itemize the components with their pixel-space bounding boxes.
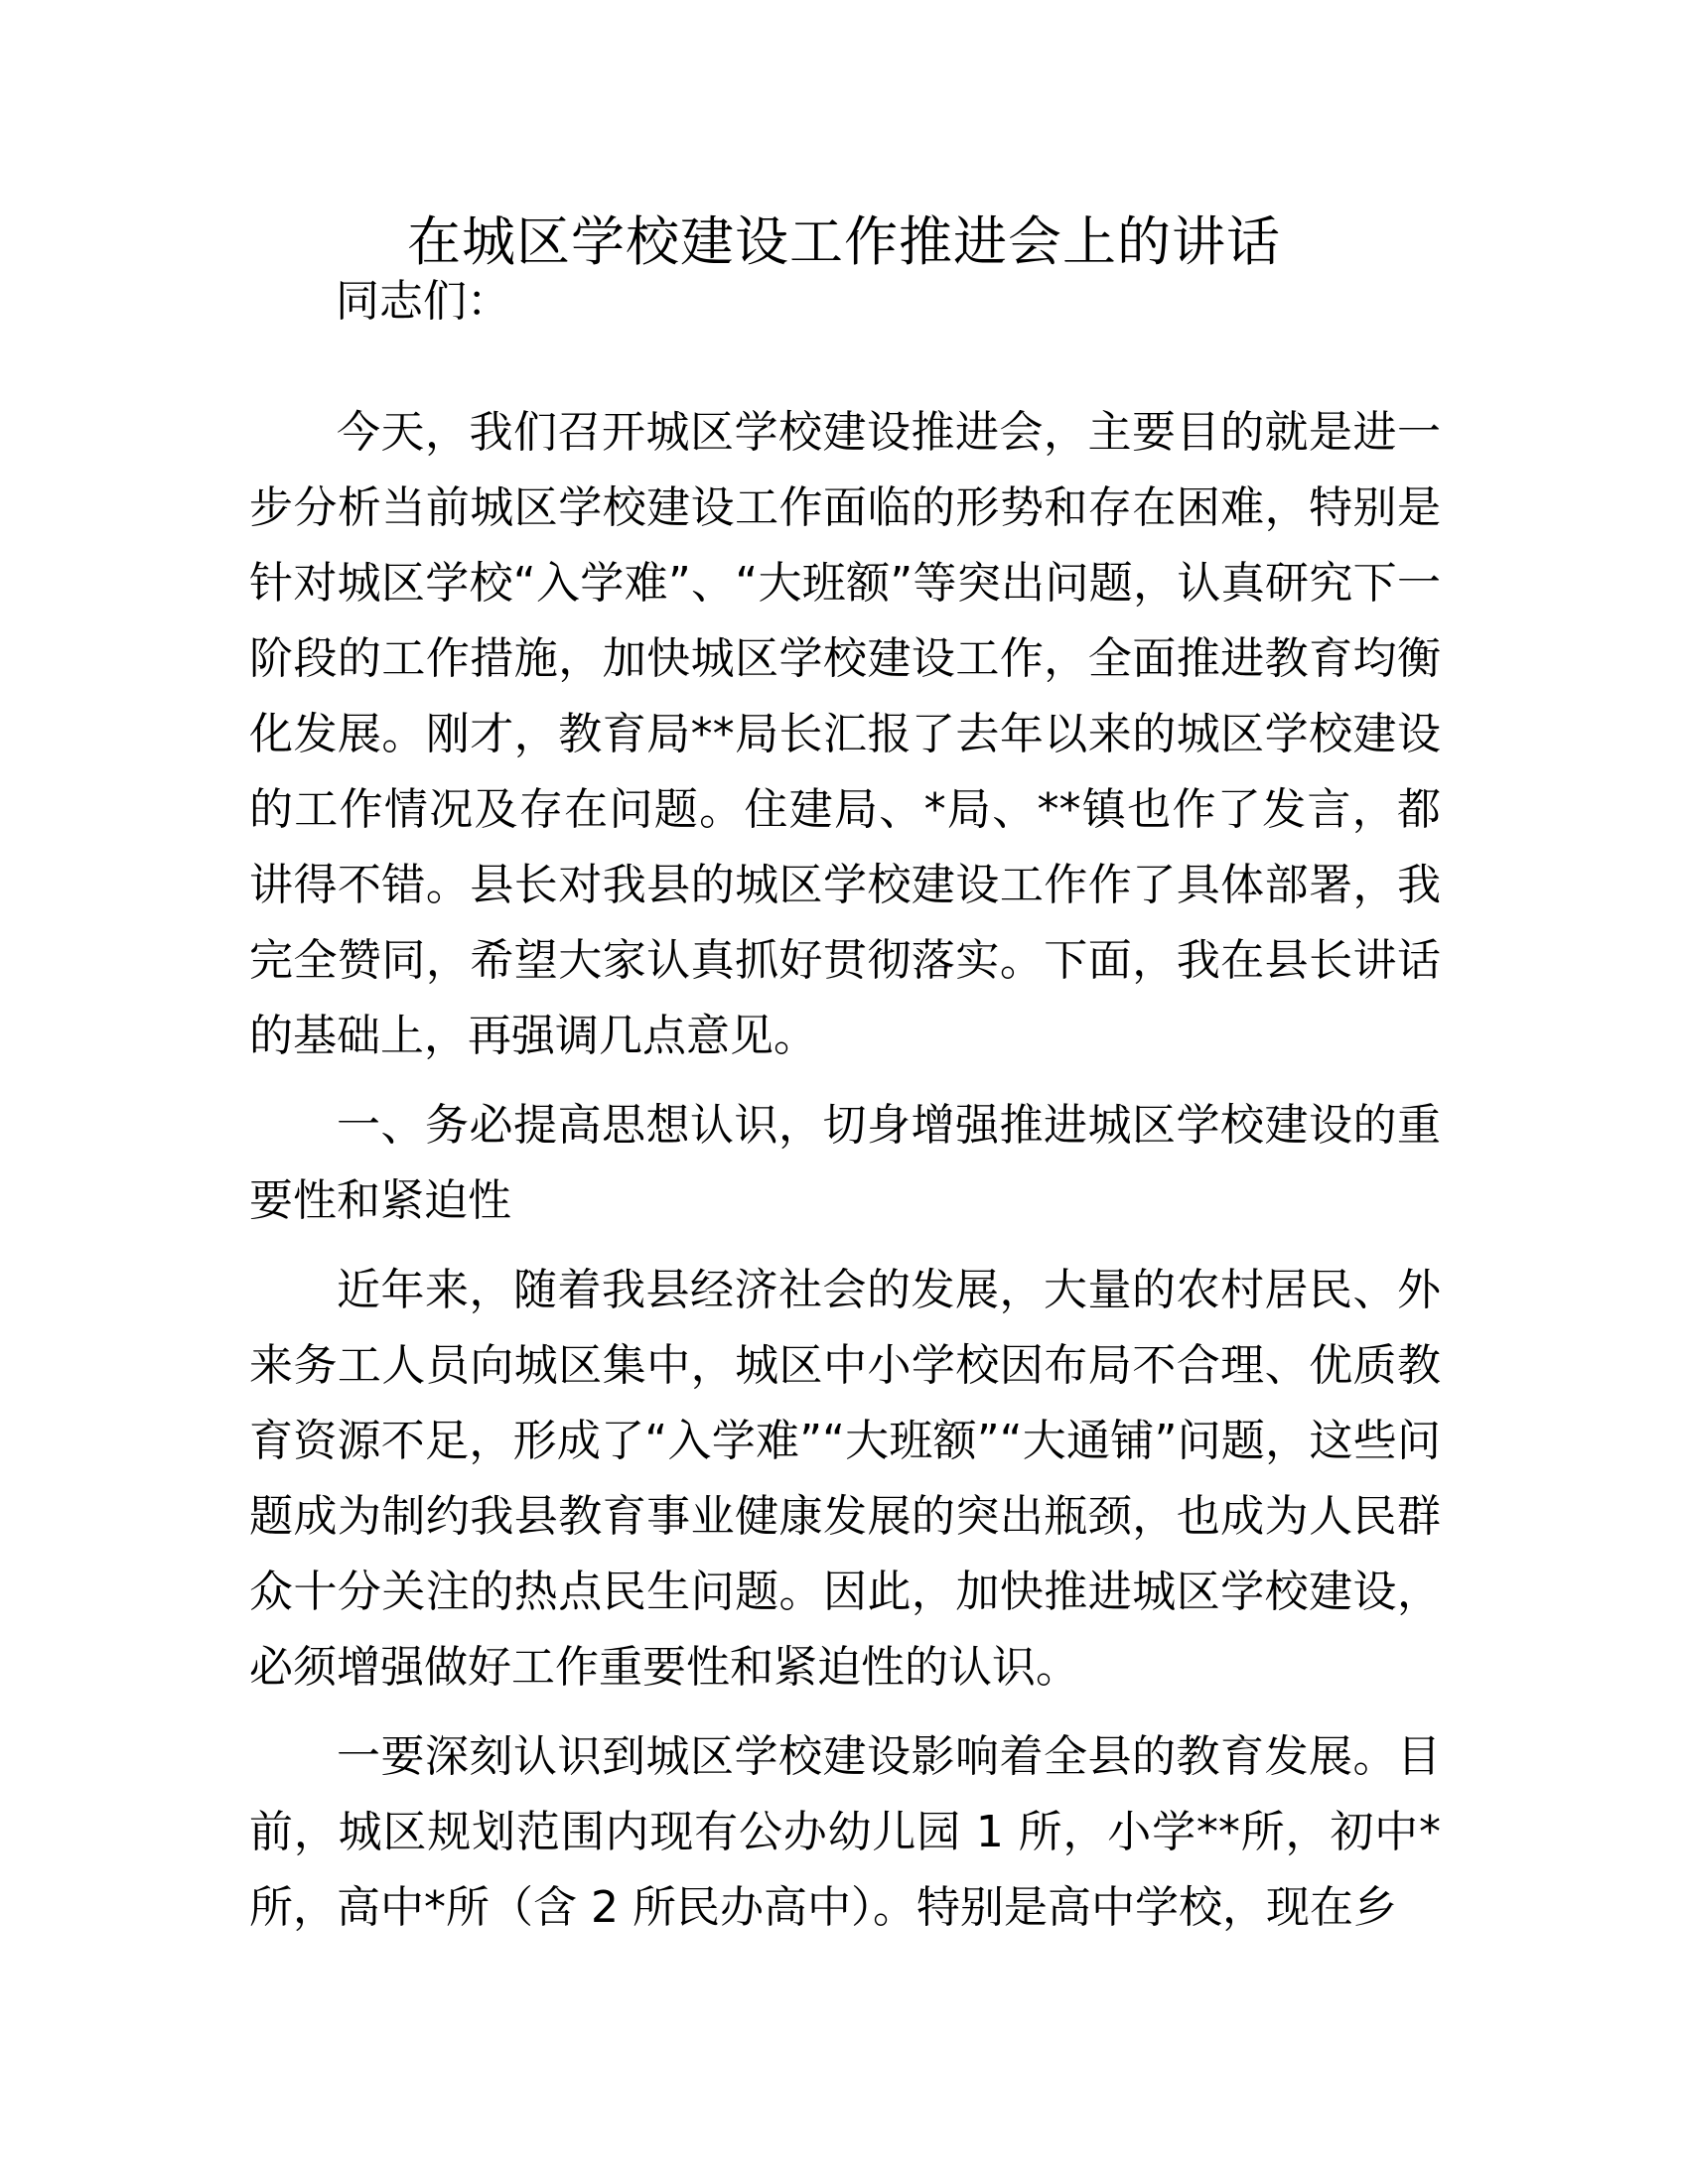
paragraph-intro: 今天，我们召开城区学校建设推进会，主要目的就是进一步分析当前城区学校建设工作面临的形势和存在困难，特别是针对城区学校“入学难”、“大班额”等突出问题，认真研究下一阶段的工作措施，加快城区学校建设工作，全面推进教育均衡化发展。刚才，教育局**局长汇报了去年以来的城区学校建设的工作情况及存在问题。住建局、*局、**镇也作了发言，都讲得不错。县长对我县的城区学校建设工作作了具体部署，我完全赞同，希望大家认真抓好贯彻落实。下面，我在县长讲话的基础上，再强调几点意见。 <box>249 407 1441 1061</box>
section-heading-1: 一、务必提高思想认识，切身增强推进城区学校建设的重要性和紧迫性 <box>249 1100 1441 1226</box>
salutation: 同志们： <box>336 276 510 327</box>
paragraph-point-1: 一要深刻认识到城区学校建设影响着全县的教育发展。目前，城区规划范围内现有公办幼儿园 1 所，小学**所，初中*所，高中*所（含 2 所民办高中）。特别是高中学校，现在乡 <box>249 1731 1441 1933</box>
document-body <box>249 395 1441 1946</box>
document-title: 在城区学校建设工作推进会上的讲话 <box>407 210 1281 273</box>
paragraph-background: 近年来，随着我县经济社会的发展，大量的农村居民、外来务工人员向城区集中，城区中小学校因布局不合理、优质教育资源不足，形成了“入学难”“大班额”“大通铺”问题，这些问题成为制约我县教育事业健康发展的突出瓶颈，也成为人民群众十分关注的热点民生问题。因此，加快推进城区学校建设，必须增强做好工作重要性和紧迫性的认识。 <box>249 1265 1441 1693</box>
